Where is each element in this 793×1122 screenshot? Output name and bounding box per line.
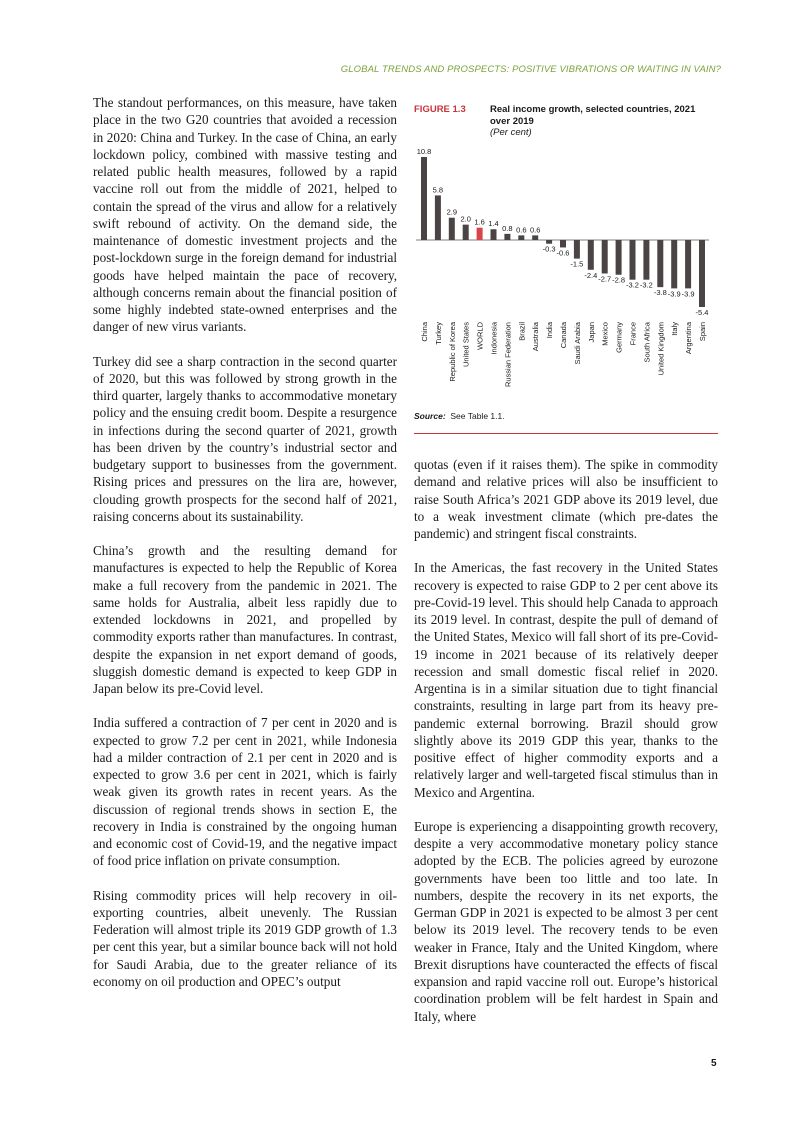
paragraph-europe: Europe is experiencing a disappointing growth recovery, despite a very accommodative monetary policy stance adopted by the ECB. The policies agreed by eurozone governments have been too little and too late. In numbers, despite the recovery in its net exports, the German GDP in 2021 is expected to be almost 3 per cent below its 2019 level. The recovery tends to be even weaker in France, Italy and the United Kingdom, where Brexit disruptions have counteracted the effects of fiscal expansion and rapid vaccine roll out. Europe’s historical coordination problem will be felt hardest in Spain and Italy, where — [414, 818, 718, 1024]
data-label: -1.5 — [570, 259, 584, 269]
paragraph-saudi-south-africa: quotas (even if it raises them). The spike in commodity demand and relative prices will also be insufficient to raise South Africa’s 2021 GDP above its 2019 level, due to a weak investment climate (which pre-dates the pandemic) and stringent fiscal constraints. — [414, 457, 718, 541]
source-label: Source: — [414, 411, 446, 421]
bar-chart — [414, 140, 718, 408]
data-label: -5.4 — [695, 308, 709, 317]
tick-label: Italy — [670, 322, 680, 336]
paragraph-korea-australia-japan: China’s growth and the resulting demand for manufactures is expected to help the Republic of Korea make a full recovery from the pandemic in 2021. The same holds for Australia, albeit less rapidly due to extended lockdowns in 2021, and propelled by commodity exports rather than manufactures. In contrast, despite the expansion in net export demand of goods, sluggish domestic demand is expected to keep GDP in Japan below its pre-Covid level. — [93, 543, 397, 696]
data-label: -3.9 — [681, 289, 695, 299]
bar-japan — [588, 240, 594, 270]
running-header: GLOBAL TRENDS AND PROSPECTS: POSITIVE VIBRATIONS OR WAITING IN VAIN? — [340, 64, 721, 75]
bar-china — [421, 157, 427, 240]
bar-germany — [616, 240, 622, 275]
bar-india — [546, 240, 552, 244]
figure-source — [414, 411, 505, 421]
bar-republic-of-korea — [449, 218, 455, 240]
bar-spain — [699, 240, 705, 307]
bar-indonesia — [491, 229, 497, 240]
bar-turkey — [435, 195, 441, 240]
tick-label: Argentina — [684, 322, 694, 355]
bar-saudi-arabia — [574, 240, 580, 259]
tick-label: Germany — [614, 322, 624, 353]
data-label: -0.3 — [542, 244, 556, 254]
tick-label: United States — [461, 322, 471, 368]
data-label: 0.6 — [529, 225, 541, 235]
tick-label: Mexico — [600, 322, 610, 346]
tick-label: Brazil — [517, 322, 527, 341]
data-label: 5.8 — [432, 185, 444, 195]
bar-mexico — [602, 240, 608, 274]
figure-1-3 — [414, 96, 718, 436]
figure-bottom-rule — [414, 433, 718, 434]
tick-label: South Africa — [642, 322, 652, 363]
data-label: 2.9 — [446, 207, 458, 217]
data-label: 0.6 — [516, 225, 527, 235]
chart-subtitle: (Per cent) — [490, 127, 532, 138]
tick-label: Australia — [531, 322, 541, 352]
tick-label: Republic of Korea — [447, 322, 457, 382]
data-label: 1.6 — [474, 217, 485, 227]
figure-label: FIGURE 1.3 — [414, 104, 466, 115]
tick-label: France — [628, 322, 638, 346]
bar-united-kingdom — [657, 240, 663, 287]
tick-label: China — [420, 322, 429, 342]
data-label: -2.7 — [598, 274, 612, 284]
bar-france — [630, 240, 636, 280]
bar-italy — [671, 240, 677, 288]
right-column — [414, 456, 718, 1042]
tick-label: Turkey — [433, 322, 443, 345]
data-label: -3.9 — [667, 289, 681, 299]
tick-label: Spain — [698, 322, 707, 342]
data-label: -2.4 — [584, 270, 598, 280]
tick-label: Canada — [559, 322, 568, 349]
data-label: -3.8 — [653, 288, 667, 298]
bar-brazil — [518, 235, 524, 240]
paragraph-oil-exporters: Rising commodity prices will help recovery in oil-exporting countries, albeit unevenly. The Russian Federation will almost triple its 2019 GDP growth of 1.3 per cent this year, but a similar bounce back will not hold for Saudi Arabia, due to the greater reliance of its economy on oil production and OPEC’s output — [93, 887, 397, 989]
bar-world — [477, 228, 483, 240]
bar-russian-federation — [504, 234, 510, 240]
data-label: -3.2 — [626, 280, 639, 290]
tick-label: Russian Federation — [503, 322, 513, 388]
bar-united-states — [463, 225, 469, 240]
tick-label: Japan — [586, 322, 596, 343]
bar-argentina — [685, 240, 691, 288]
source-text: See Table 1.1. — [450, 411, 505, 421]
data-label: 2.0 — [460, 214, 471, 224]
paragraph-india-indonesia: India suffered a contraction of 7 per cent in 2020 and is expected to grow 7.2 per cent in 2021, while Indonesia had a milder contraction of 2.1 per cent in 2020 and is expected to grow 3.6 per cent in 2021, which is fairly weak given its growth rates in recent years. As the discussion of regional trends shows in section E, the recovery in India is constrained by the ongoing human and economic cost of Covid-19, and the negative impact of food price inflation on private consumption. — [93, 715, 397, 869]
paragraph-americas: In the Americas, the fast recovery in the United States recovery is expected to raise GDP to 2 per cent above its pre-Covid-19 level. This should help Canada to approach its 2019 level. In contrast, despite the pull of demand of the United States, Mexico will fall short of its pre-Covid-19 income in 2021 because of its relatively deeper recession and small domestic fiscal relief in 2020. Argentina is in a similar situation due to tight financial constraints, resulting in large part from its heavy pre-pandemic external borrowing. Brazil should grow slightly above its 2019 GDP this year, thanks to the positive effect of higher commodity exports and a relatively larger and well-targeted fiscal stimulus than in Mexico and Argentina. — [414, 560, 718, 800]
bar-south-africa — [643, 240, 649, 280]
left-column — [93, 94, 397, 1007]
bar-canada — [560, 240, 566, 247]
data-label: 1.4 — [488, 219, 499, 229]
bar-australia — [532, 235, 538, 240]
tick-label: WORLD — [475, 322, 485, 350]
paragraph-turkey: Turkey did see a sharp contraction in the second quarter of 2020, but this was followed by strong growth in the third quarter, largely thanks to accommodative monetary policy and the ensuing credit boom. Despite a resurgence in infections during the second quarter of 2021, growth has been driven by the country’s industrial sector and budgetary support to businesses from the government. Rising prices and pressures on the lira are, however, clouding growth prospects for the second half of 2021, raising concerns about its sustainability. — [93, 353, 397, 524]
tick-label: Saudi Arabia — [572, 322, 582, 365]
data-label: -0.6 — [556, 248, 570, 258]
data-label: 0.8 — [502, 223, 513, 233]
data-label: 10.8 — [416, 147, 432, 156]
page-number: 5 — [711, 1058, 717, 1069]
tick-label: Indonesia — [489, 322, 499, 355]
tick-label: India — [545, 322, 555, 339]
chart-title: Real income growth, selected countries, 2021 over 2019 — [490, 104, 696, 127]
data-label: -2.8 — [612, 275, 626, 285]
paragraph-china-turkey: The standout performances, on this measure, have taken place in the two G20 countries that avoided a recession in 2020: China and Turkey. In the case of China, an early lockdown policy, combined with massive testing and related public health measures, followed by a rapid vaccine roll out from the middle of 2021, helped to contain the spread of the virus and allow for a relatively swift rebound of activity. On the demand side, the maintenance of domestic investment projects and the post-lockdown surge in the foreign demand for industrial goods have helped maintain the pace of recovery, although concerns remain about the financial position of some highly indebted state-owned enterprises and the danger of new virus variants. — [93, 95, 397, 335]
data-label: -3.2 — [639, 280, 653, 290]
tick-label: United Kingdom — [656, 322, 666, 376]
